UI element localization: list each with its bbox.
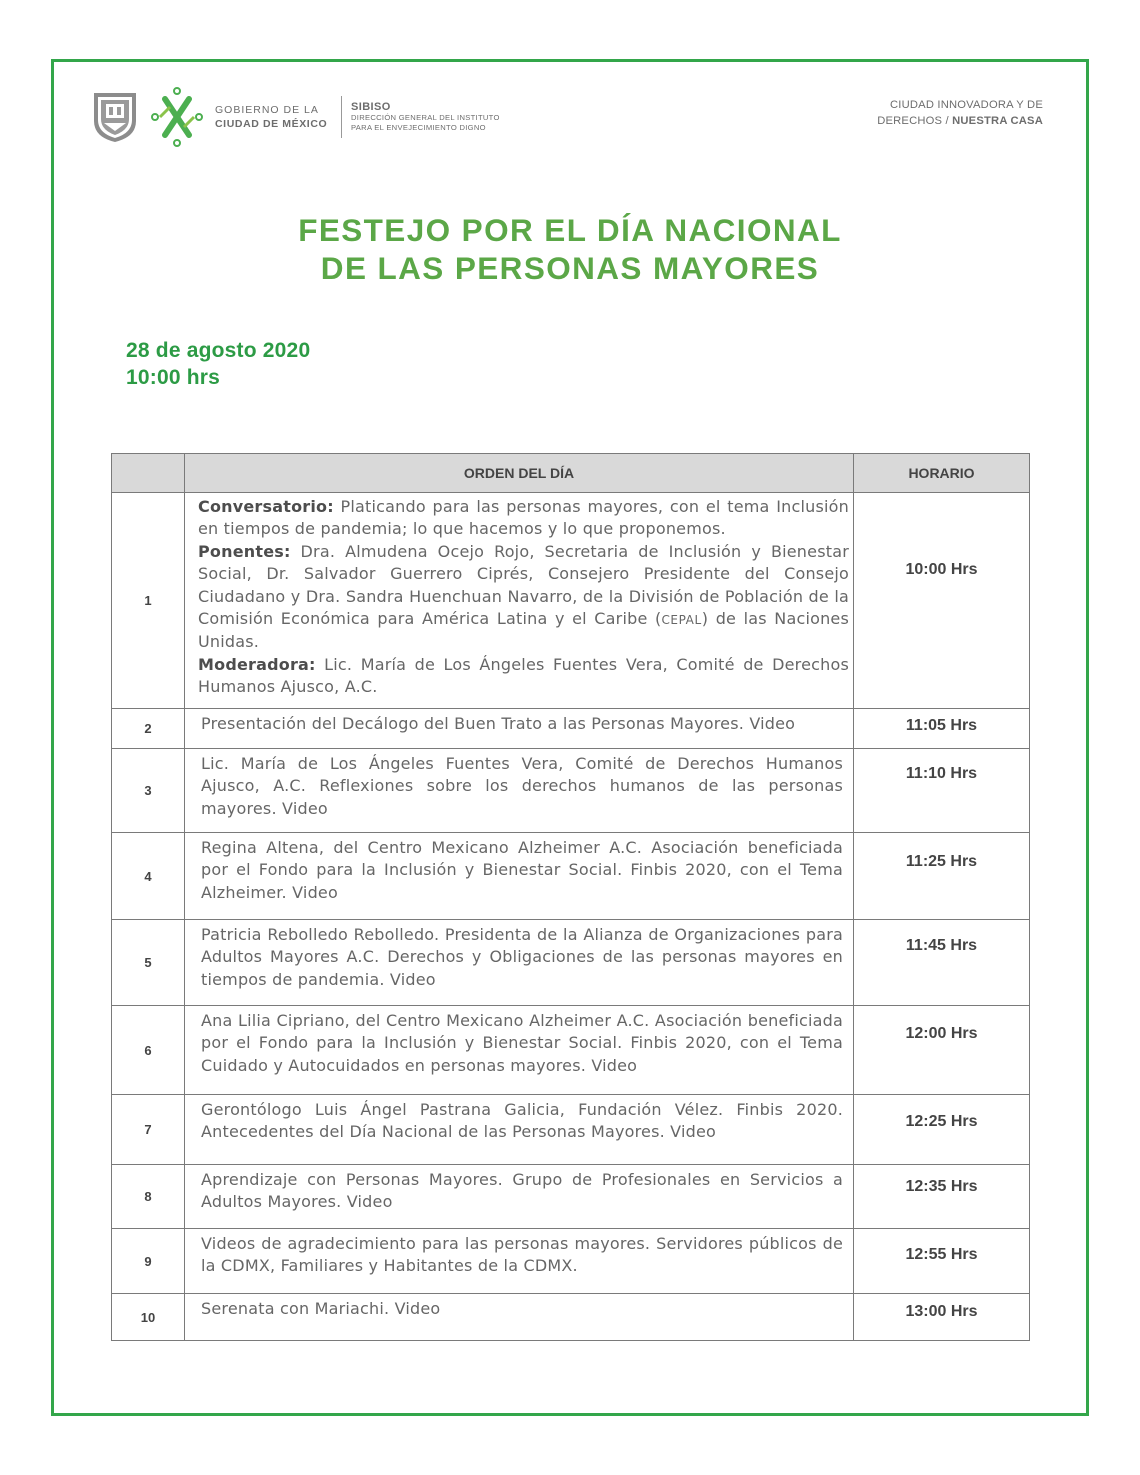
sibiso-title: SIBISO (351, 101, 391, 113)
row-time: 13:00 Hrs (854, 1294, 1030, 1341)
row-description: Gerontólogo Luis Ángel Pastrana Galicia, Fundación Vélez. Finbis 2020. Antecedentes del Día Nacional de las Personas Mayores. Video (185, 1095, 854, 1165)
header-time: HORARIO (854, 454, 1030, 493)
row-number: 3 (112, 749, 185, 833)
row-time: 10:00 Hrs (854, 493, 1030, 709)
table-row (112, 833, 1030, 920)
table-row (112, 709, 1030, 749)
title-line1: FESTEJO POR EL DÍA NACIONAL (298, 212, 842, 248)
gobierno-line2: CIUDAD DE MÉXICO (215, 118, 328, 130)
agenda-table (111, 453, 1030, 1341)
slogan-line2 (877, 114, 1043, 130)
cdmx-logo-icon (151, 87, 203, 147)
row-time: 11:25 Hrs (854, 833, 1030, 920)
row-description: Aprendizaje con Personas Mayores. Grupo de Profesionales en Servicios a Adultos Mayores. Video (185, 1165, 854, 1229)
table-header-row (112, 454, 1030, 493)
table-row (112, 1095, 1030, 1165)
row-time: 12:25 Hrs (854, 1095, 1030, 1165)
table-row (112, 920, 1030, 1006)
row-description (185, 493, 854, 709)
table-row (112, 1294, 1030, 1341)
row-description: Patricia Rebolledo Rebolledo. Presidenta de la Alianza de Organizaciones para Adultos Mayores A.C. Derechos y Obligaciones de las personas mayores en tiempos de pandemia. Video (185, 920, 854, 1006)
page-title (0, 211, 1140, 287)
ponentes-text-end: ) de las Naciones Unidas. (198, 609, 849, 652)
ponentes-text: Dra. Almudena Ocejo Rojo, Secretaria de Inclusión y Bienestar Social, Dr. Salvador Guerrero Ciprés, Consejero Presidente del Consejo Ciudadano y Dra. Sandra Huenchuan Navarro, de la División de Población de la Comisión Económica para América Latina y el Caribe ( (198, 541, 849, 629)
row-number: 6 (112, 1006, 185, 1095)
row-description: Presentación del Decálogo del Buen Trato a las Personas Mayores. Video (185, 709, 854, 749)
table-row (112, 493, 1030, 709)
event-date-time (126, 337, 310, 391)
row-number: 4 (112, 833, 185, 920)
sibiso-line1: DIRECCIÓN GENERAL DEL INSTITUTO (351, 113, 500, 122)
moderadora-text: Lic. María de Los Ángeles Fuentes Vera, Comité de Derechos Humanos Ajusco, A.C. (198, 654, 849, 697)
row-number: 5 (112, 920, 185, 1006)
event-date: 28 de agosto 2020 (126, 339, 311, 362)
ponentes-label: Ponentes: (198, 541, 291, 561)
row-number: 2 (112, 709, 185, 749)
row-time: 11:05 Hrs (854, 709, 1030, 749)
row-description: Regina Altena, del Centro Mexicano Alzheimer A.C. Asociación beneficiada por el Fondo para la Inclusión y Bienestar Social. Finbis 2020, con el Tema Alzheimer. Video (185, 833, 854, 920)
row-description: Ana Lilia Cipriano, del Centro Mexicano Alzheimer A.C. Asociación beneficiada por el Fondo para la Inclusión y Bienestar Social. Finbis 2020, con el Tema Cuidado y Autocuidados en personas mayores. Video (185, 1006, 854, 1095)
header-divider (341, 96, 342, 138)
row-description: Lic. María de Los Ángeles Fuentes Vera, Comité de Derechos Humanos Ajusco, A.C. Reflexiones sobre los derechos humanos de las personas mayores. Video (185, 749, 854, 833)
sibiso-wordmark (351, 101, 500, 132)
table-row (112, 1165, 1030, 1229)
row-description: Videos de agradecimiento para las personas mayores. Servidores públicos de la CDMX, Familiares y Habitantes de la CDMX. (185, 1229, 854, 1294)
row-time: 12:00 Hrs (854, 1006, 1030, 1095)
row-time: 11:45 Hrs (854, 920, 1030, 1006)
table-row (112, 1229, 1030, 1294)
conversatorio-text: Platicando para las personas mayores, con el tema Inclusión en tiempos de pandemia; lo que hacemos y lo que proponemos. (198, 497, 849, 539)
conversatorio-label: Conversatorio: (198, 497, 334, 516)
row-time: 11:10 Hrs (854, 749, 1030, 833)
slogan-line1: CIUDAD INNOVADORA Y DE (890, 99, 1043, 111)
table-row (112, 1006, 1030, 1095)
table-row (112, 749, 1030, 833)
row-time: 12:55 Hrs (854, 1229, 1030, 1294)
event-time: 10:00 hrs (126, 366, 221, 389)
header-num-cell (112, 454, 185, 493)
slogan-line2-a: DERECHOS / (877, 114, 953, 127)
row-time: 12:35 Hrs (854, 1165, 1030, 1229)
row-number: 7 (112, 1095, 185, 1165)
cepal-abbr: CEPAL (661, 613, 702, 628)
gobierno-cdmx-wordmark (215, 103, 327, 131)
row-number: 9 (112, 1229, 185, 1294)
slogan (877, 98, 1043, 129)
sibiso-line2: PARA EL ENVEJECIMIENTO DIGNO (351, 122, 486, 132)
slogan-line2-b: NUESTRA CASA (952, 114, 1043, 127)
header-order: ORDEN DEL DÍA (185, 454, 854, 493)
row-number: 10 (112, 1294, 185, 1341)
row-description: Serenata con Mariachi. Video (185, 1294, 854, 1341)
row-number: 8 (112, 1165, 185, 1229)
moderadora-label: Moderadora: (198, 654, 316, 674)
row-number: 1 (112, 493, 185, 709)
gobierno-line1: GOBIERNO DE LA (215, 104, 319, 116)
coat-of-arms-icon (92, 91, 138, 143)
title-line2: DE LAS PERSONAS MAYORES (320, 250, 820, 286)
